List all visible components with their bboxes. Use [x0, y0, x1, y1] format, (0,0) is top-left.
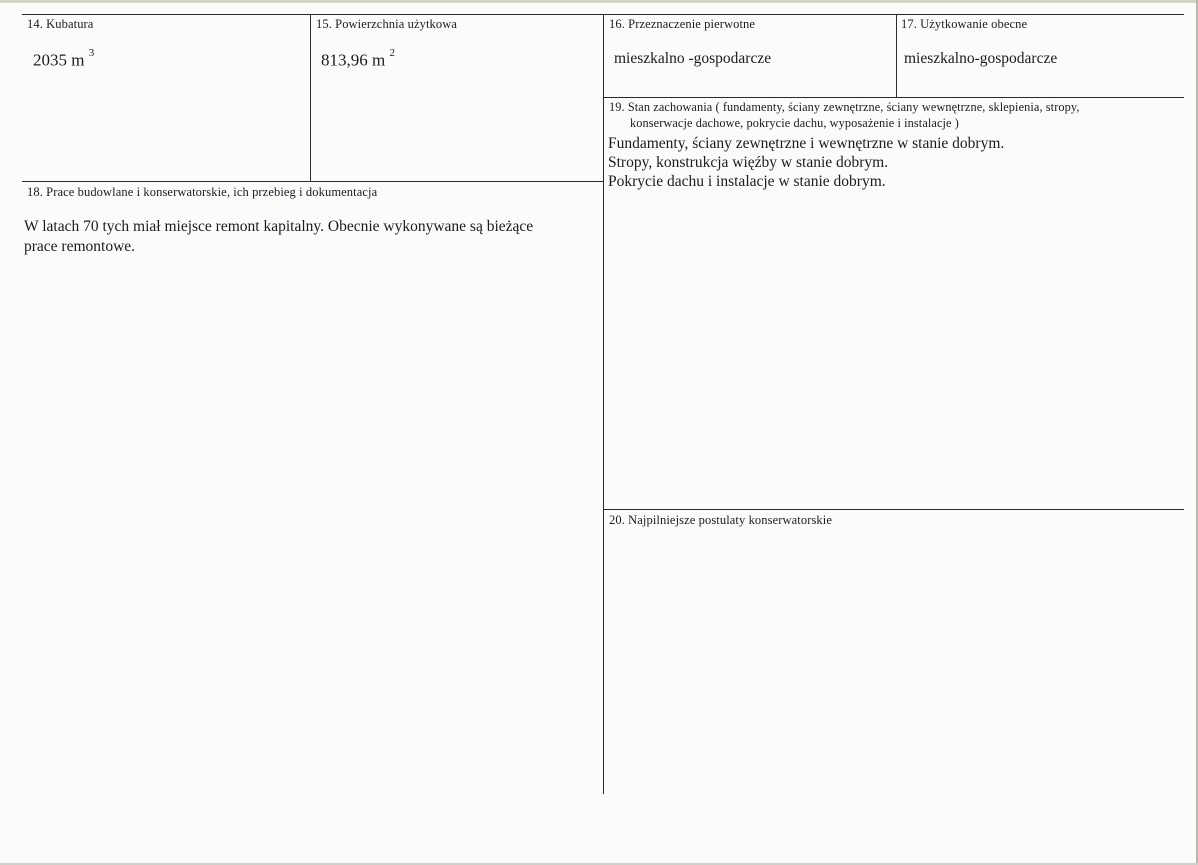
field-18-line-1: W latach 70 tych miał miejsce remont kapitalny. Obecnie wykonywane są bieżące: [24, 218, 534, 235]
field-14-unit-exponent: 3: [88, 47, 95, 59]
rule-above-20: [603, 509, 1184, 510]
rule-above-18: [22, 181, 604, 182]
divider-16-17: [896, 14, 897, 97]
field-18-label: 18. Prace budowlane i konserwatorskie, ich przebieg i dokumentacja: [27, 185, 378, 199]
field-20-label: 20. Najpilniejsze postulaty konserwatorskie: [609, 513, 833, 527]
field-18-line-2: prace remontowe.: [24, 238, 136, 255]
field-15-label: 15. Powierzchnia użytkowa: [316, 17, 458, 31]
field-15-value: [321, 47, 395, 71]
field-19-line-2: Stropy, konstrukcja więźby w stanie dobrym.: [608, 154, 889, 171]
field-16-label: 16. Przeznaczenie pierwotne: [609, 17, 756, 31]
field-15-unit-exponent: 2: [389, 47, 395, 59]
field-19-line-1: Fundamenty, ściany zewnętrzne i wewnętrzne w stanie dobrym.: [608, 135, 1005, 152]
field-16-value: mieszkalno -gospodarcze: [614, 50, 772, 67]
field-15-number: 813,96 m: [321, 50, 386, 70]
field-17-value: mieszkalno-gospodarcze: [904, 50, 1058, 67]
field-14-value: [33, 47, 95, 71]
field-17-label: 17. Użytkowanie obecne: [901, 17, 1028, 31]
field-19-label-line2: konserwacje dachowe, pokrycie dachu, wyposażenie i instalacje ): [630, 116, 959, 130]
scan-top-edge: [0, 0, 1198, 3]
field-19-line-3: Pokrycie dachu i instalacje w stanie dobrym.: [608, 173, 886, 190]
field-18-text: [24, 217, 533, 257]
field-14-label: 14. Kubatura: [27, 17, 94, 31]
field-19-label-line1: 19. Stan zachowania ( fundamenty, ściany zewnętrzne, ściany wewnętrzne, sklepienia, stropy,: [609, 100, 1080, 114]
rule-above-19: [603, 97, 1184, 98]
field-19-condition-text: [608, 134, 1004, 191]
divider-14-15: [310, 14, 311, 181]
field-14-number: 2035 m: [33, 50, 85, 70]
divider-left-right: [603, 14, 604, 794]
